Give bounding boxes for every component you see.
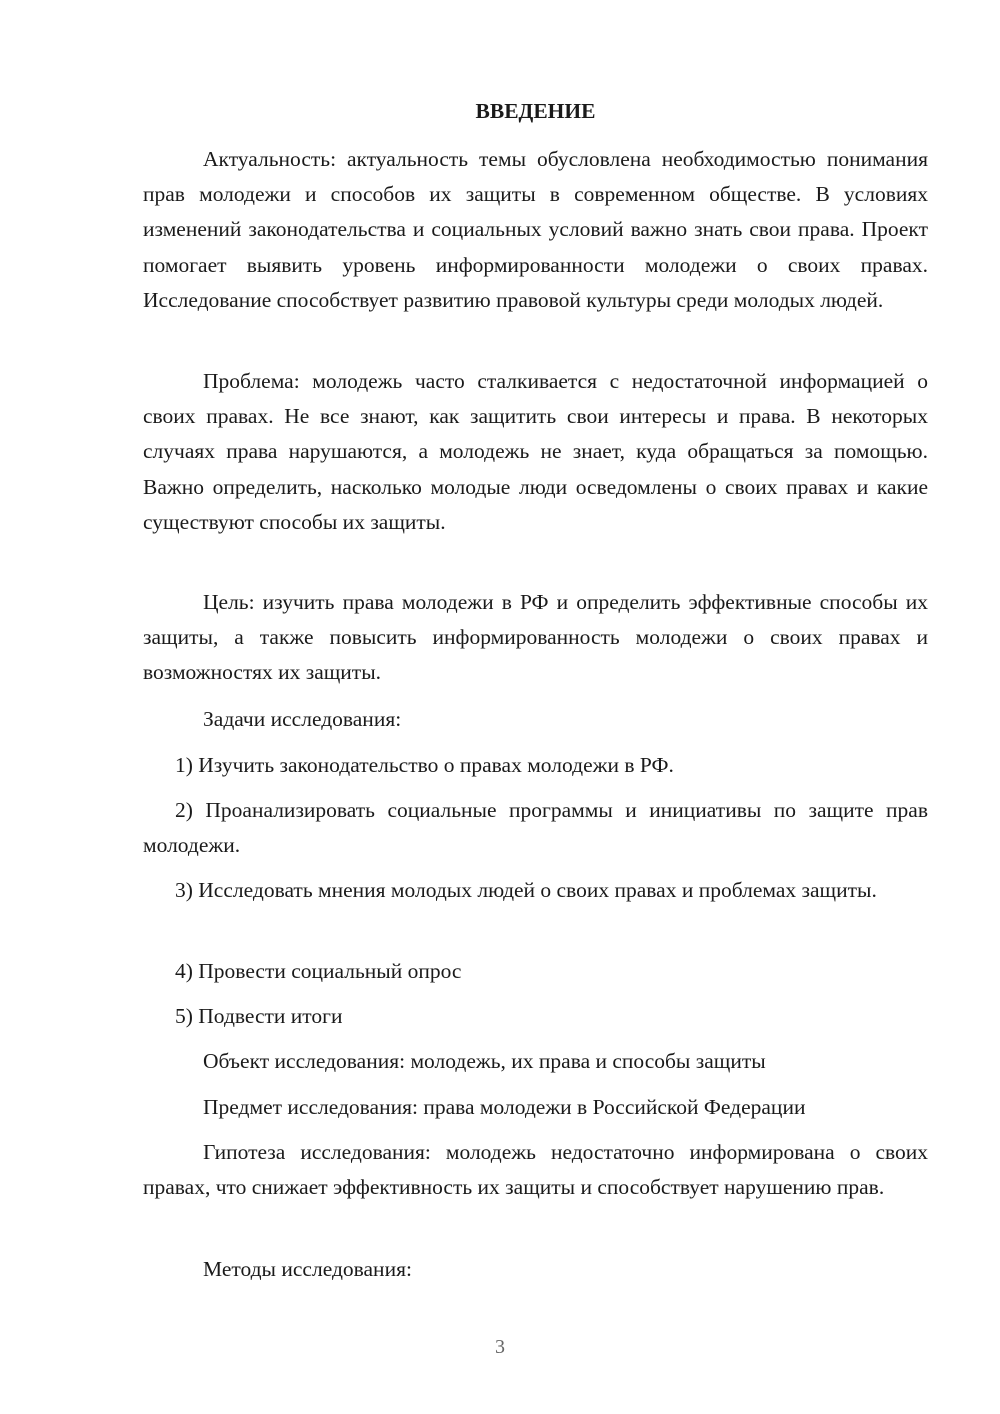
task-item-3: 3) Исследовать мнения молодых людей о своих правах и проблемах защиты.	[175, 878, 877, 902]
task-item-1: 1) Изучить законодательство о правах молодежи в РФ.	[175, 753, 674, 777]
hypothesis-paragraph: Гипотеза исследования: молодежь недостаточно информирована о своих правах, что снижает эффективность их защиты и способствует нарушению прав.	[143, 1140, 928, 1200]
section-title: ВВЕДЕНИЕ	[475, 99, 596, 123]
problem-paragraph: Проблема: молодежь часто сталкивается с недостаточной информацией о своих правах. Не все знают, как защитить свои интересы и права. В некоторых случаях права нарушаются, а молодежь не знает, куда обращаться за помощью. Важно определить, насколько молодые люди осведомлены о своих правах и какие существуют способы их защиты.	[143, 369, 928, 534]
tasks-heading: Задачи исследования:	[203, 707, 402, 731]
page-number: 3	[495, 1336, 505, 1358]
task-item-5: 5) Подвести итоги	[175, 1004, 343, 1028]
task-item-2: 2) Проанализировать социальные программы и инициативы по защите прав молодежи.	[143, 798, 928, 858]
task-item-4: 4) Провести социальный опрос	[175, 959, 462, 983]
research-subject: Предмет исследования: права молодежи в Российской Федерации	[203, 1095, 806, 1119]
goal-paragraph: Цель: изучить права молодежи в РФ и определить эффективные способы их защиты, а также повысить информированность молодежи о своих правах и возможностях их защиты.	[143, 590, 928, 685]
methods-heading: Методы исследования:	[203, 1257, 412, 1281]
research-object: Объект исследования: молодежь, их права и способы защиты	[203, 1049, 766, 1073]
relevance-paragraph: Актуальность: актуальность темы обусловлена необходимостью понимания прав молодежи и способов их защиты в современном обществе. В условиях изменений законодательства и социальных условий важно знать свои права. Проект помогает выявить уровень информированности молодежи о своих правах. Исследование способствует развитию правовой культуры среди молодых людей.	[143, 147, 928, 312]
